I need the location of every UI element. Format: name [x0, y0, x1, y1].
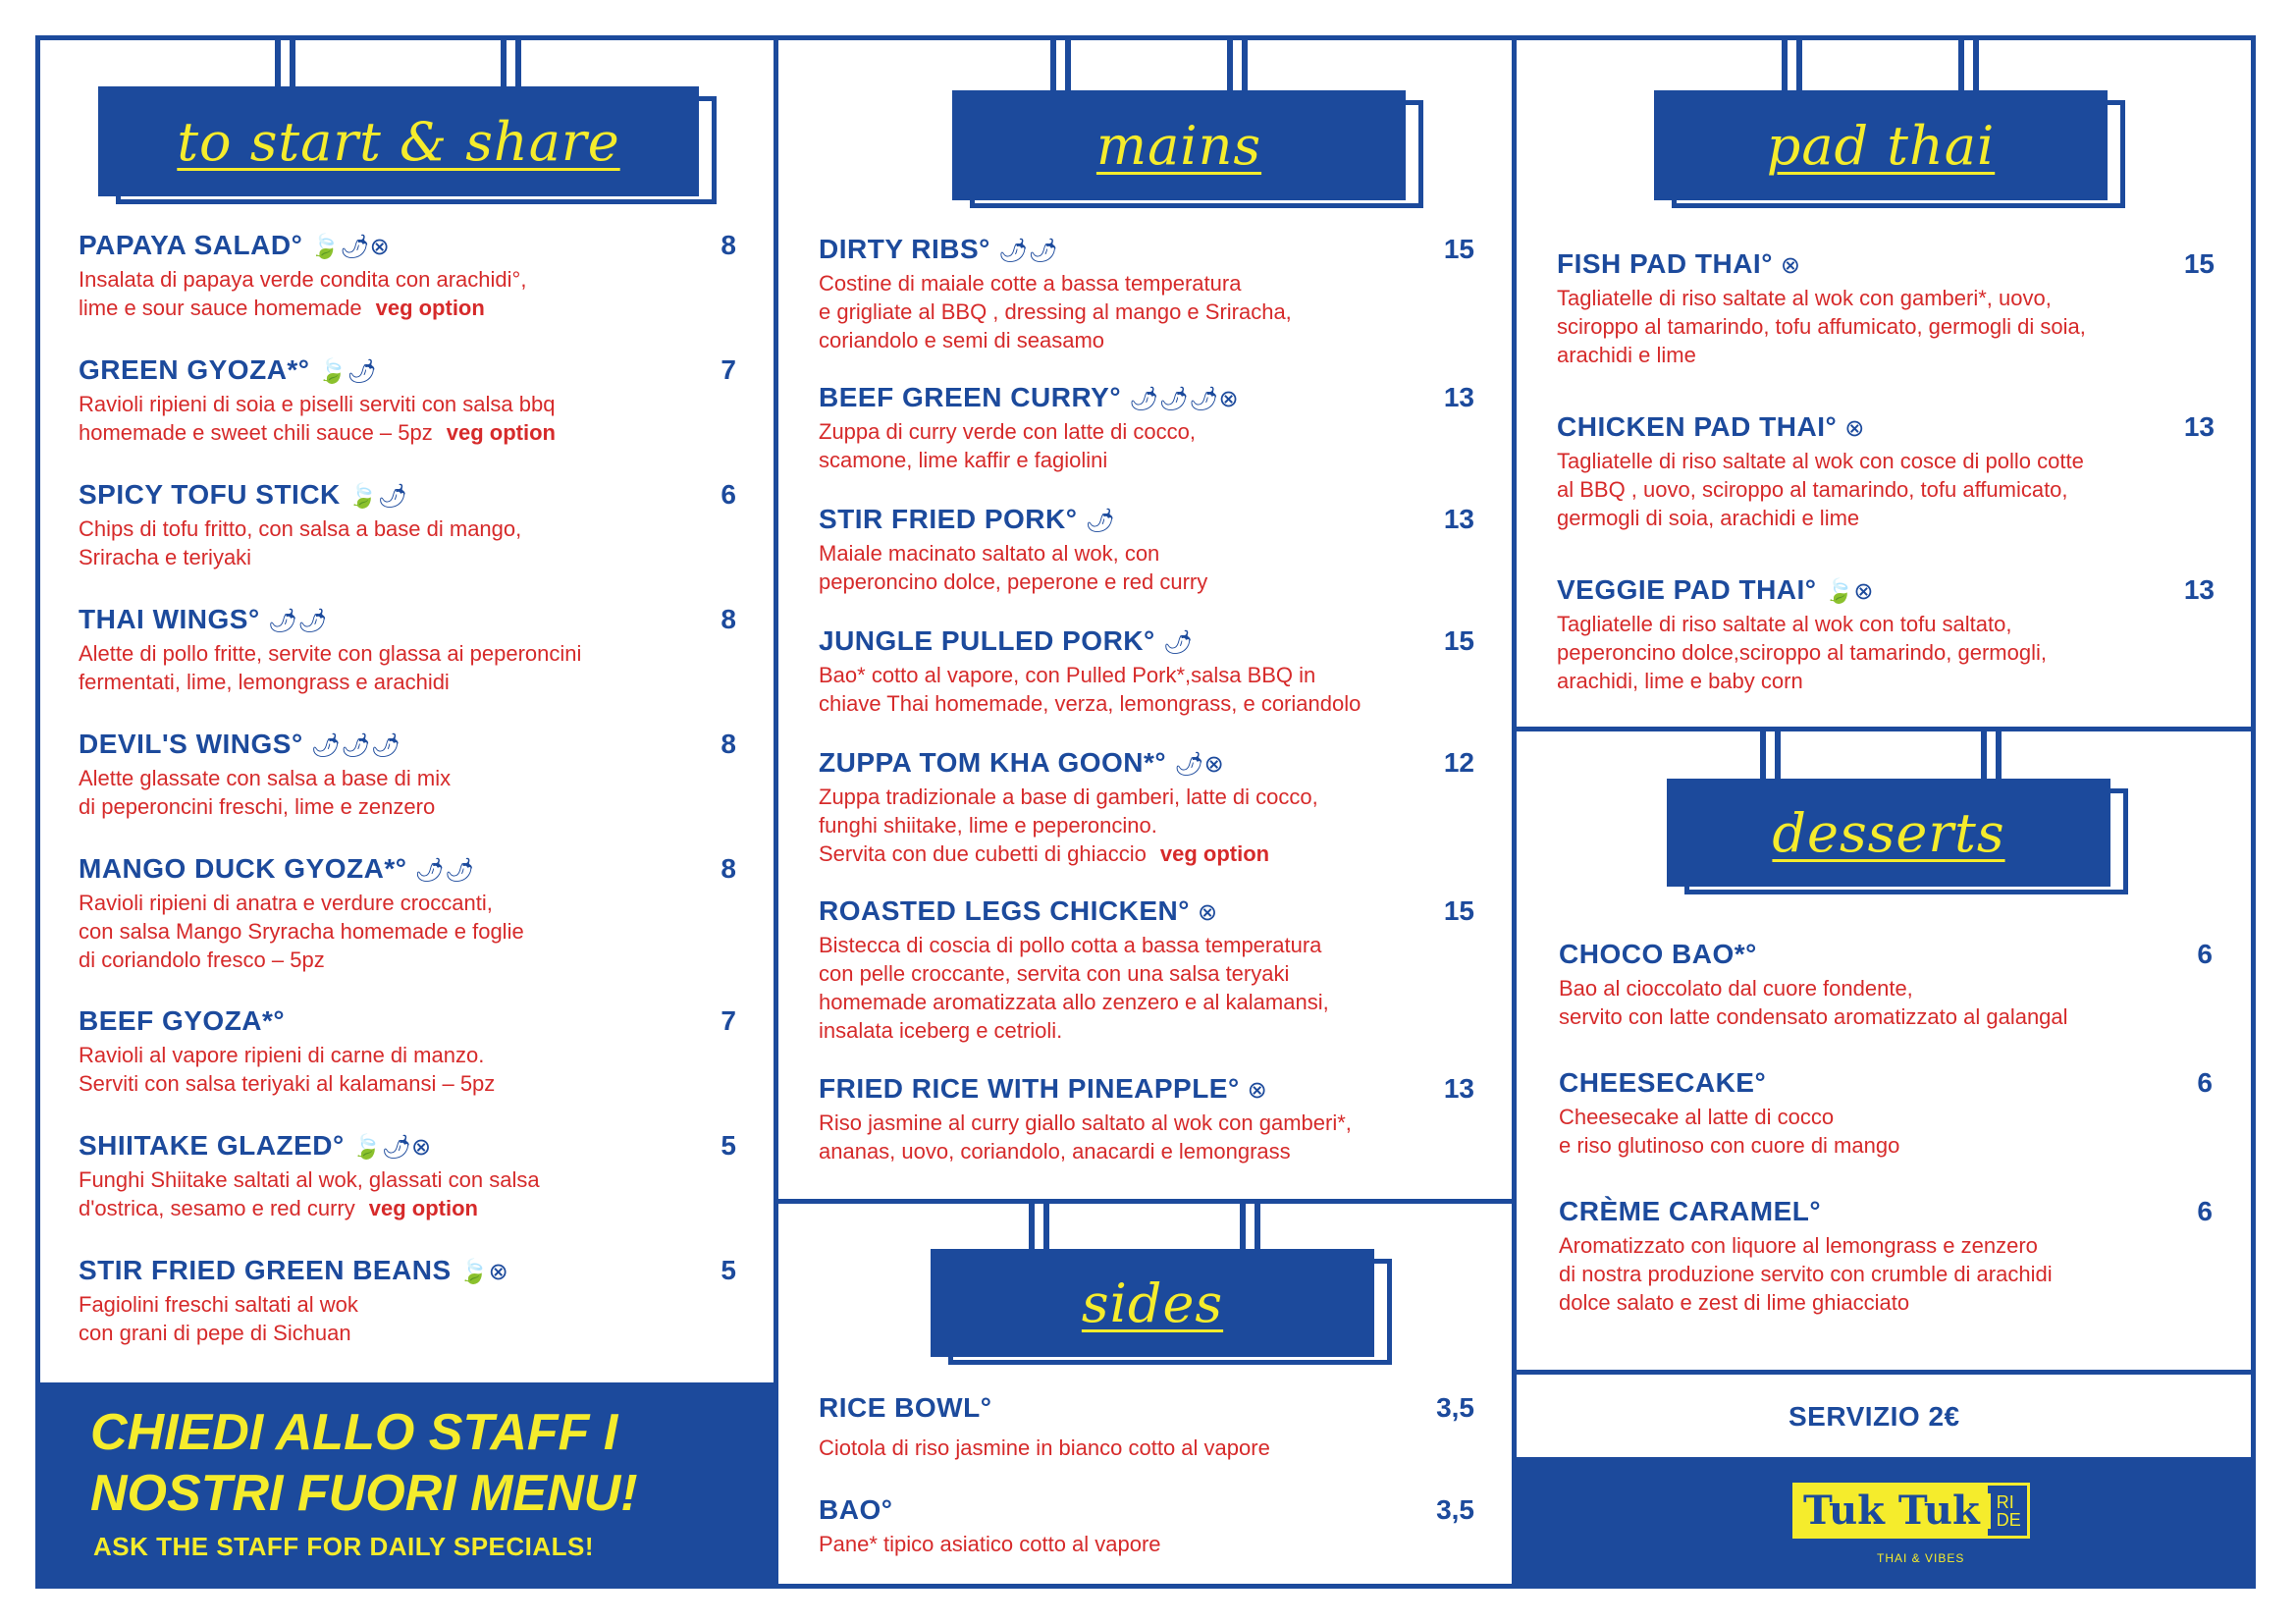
item-desc: Ravioli ripieni di anatra e verdure croccanti, con salsa Mango Sryracha homemade e foglie di coriandolo fresco – 5pz — [79, 891, 524, 972]
item-price: 8 — [721, 604, 736, 634]
item-price: 3,5 — [1436, 1392, 1474, 1423]
section-title-desserts: desserts — [1772, 801, 2005, 864]
veg-option: veg option — [446, 420, 556, 445]
diet-icons: 🌶🌶 — [414, 857, 475, 884]
item-desc: Zuppa tradizionale a base di gamberi, latte di cocco, funghi shiitake, lime e peperoncino. Servita con due cubetti di ghiaccio veg option — [819, 785, 1318, 866]
item-price: 13 — [1443, 1073, 1474, 1104]
item-desc: Bao* cotto al vapore, con Pulled Pork*,salsa BBQ in chiave Thai homemade, verza, lemongrass, e coriandolo — [819, 663, 1362, 716]
item-price: 13 — [2183, 574, 2215, 605]
item-price: 3,5 — [1436, 1494, 1474, 1525]
diet-icons: 🍃🌶 — [347, 483, 408, 510]
item-price: 13 — [1443, 504, 1474, 534]
diet-icons: 🍃🌶⊗ — [310, 234, 390, 260]
section-title-start: to start & share — [177, 110, 620, 173]
item-desc: Tagliatelle di riso saltate al wok con gamberi*, uovo, sciroppo al tamarindo, tofu affumicato, germogli di soia, arachidi e lime — [1557, 286, 2086, 367]
service-charge: SERVIZIO 2€ — [1789, 1401, 1960, 1432]
tuktuk-logo — [1792, 1483, 2030, 1539]
item-price: 6 — [721, 479, 736, 510]
item-desc: Insalata di papaya verde condita con arachidi°, lime e sour sauce homemade veg option — [79, 267, 527, 320]
divider-left — [774, 35, 778, 1589]
sign-padthai — [1654, 39, 2125, 216]
item-desc: Alette glassate con salsa a base di mix di peperoncini freschi, lime e zenzero — [79, 766, 452, 819]
section-title-padthai: pad thai — [1766, 114, 1996, 177]
diet-icons: 🌶🌶🌶 — [310, 732, 401, 759]
logo-tagline: THAI & VIBES — [1877, 1551, 1965, 1565]
menu-item: FISH PAD THAI° ⊗ 15 Tagliatelle di riso saltate al wok con gamberi*, uovo, sciroppo al tamarindo, tofu affumicato, germogli di soia, arachidi e lime — [1557, 248, 2215, 367]
item-desc: Bistecca di coscia di pollo cotta a bassa temperatura con pelle croccante, servita con una salsa teryaki homemade aromatizzata allo zenzero e al kalamansi, insalata iceberg e cetrioli. — [819, 933, 1329, 1043]
veg-option: veg option — [375, 296, 485, 320]
item-price: 12 — [1443, 747, 1474, 778]
promo-subline: ASK THE STAFF FOR DAILY SPECIALS! — [93, 1532, 595, 1561]
menu-item: CHEESECAKE° 6 Cheesecake al latte di cocco e riso glutinoso con cuore di mango — [1559, 1067, 2213, 1158]
menu-item: CRÈME CARAMEL° 6 Aromatizzato con liquore al lemongrass e zenzero di nostra produzione servito con crumble di arachidi dolce salato e zest di lime ghiacciato — [1559, 1196, 2213, 1315]
item-price: 15 — [1443, 234, 1474, 264]
item-price: 8 — [721, 729, 736, 759]
menu-item: PAPAYA SALAD° 🍃🌶⊗ 8 Insalata di papaya verde condita con arachidi°, lime e sour sauce homemade veg option — [79, 230, 736, 320]
item-price: 7 — [721, 1005, 736, 1036]
item-price: 6 — [2197, 1067, 2213, 1098]
item-price: 8 — [721, 230, 736, 260]
menu-item: SPICY TOFU STICK 🍃🌶 6 Chips di tofu fritto, con salsa a base di mango, Sriracha e teriyaki — [79, 479, 736, 569]
logo-ride-text: RI DE — [1988, 1493, 2027, 1529]
item-price: 13 — [2183, 411, 2215, 442]
diet-icons: 🌶🌶 — [997, 238, 1058, 264]
menu-item: CHOCO BAO*° 6 Bao al cioccolato dal cuore fondente, servito con latte condensato aromatizzato al galangal — [1559, 939, 2213, 1029]
menu-item: FRIED RICE WITH PINEAPPLE° ⊗ 13 Riso jasmine al curry giallo saltato al wok con gamberi*, ananas, uovo, coriandolo, anacardi e lemongrass — [819, 1073, 1474, 1164]
item-price: 6 — [2197, 1196, 2213, 1226]
menu-item: THAI WINGS° 🌶🌶 8 Alette di pollo fritte, servite con glassa ai peperoncini fermentati, lime, lemongrass e arachidi — [79, 604, 736, 694]
menu-item: DIRTY RIBS° 🌶🌶 15 Costine di maiale cotte a bassa temperatura e grigliate al BBQ , dressing al mango e Sriracha, coriandolo e semi di seasamo — [819, 234, 1474, 352]
item-price: 8 — [721, 853, 736, 884]
item-price: 7 — [721, 354, 736, 385]
item-desc: Costine di maiale cotte a bassa temperatura e grigliate al BBQ , dressing al mango e Sriracha, coriandolo e semi di seasamo — [819, 271, 1292, 352]
veg-option: veg option — [1159, 841, 1270, 866]
diet-icons: 🌶 — [1162, 629, 1194, 656]
item-desc: Zuppa di curry verde con latte di cocco, scamone, lime kaffir e fagiolini — [819, 419, 1196, 472]
item-desc: Cheesecake al latte di cocco e riso glutinoso con cuore di mango — [1559, 1105, 1900, 1158]
item-price: 5 — [721, 1255, 736, 1285]
section-title-sides: sides — [1081, 1272, 1224, 1334]
item-desc: Ravioli ripieni di soia e piselli serviti con salsa bbq homemade e sweet chili sauce – 5pz veg option — [79, 392, 556, 445]
diet-icons: ⊗ — [1844, 415, 1865, 442]
promo-headline: CHIEDI ALLO STAFF I NOSTRI FUORI MENU! — [90, 1404, 638, 1522]
menu-item: JUNGLE PULLED PORK° 🌶 15 Bao* cotto al vapore, con Pulled Pork*,salsa BBQ in chiave Thai homemade, verza, lemongrass, e coriandolo — [819, 625, 1474, 716]
item-desc: Fagiolini freschi saltati al wok con grani di pepe di Sichuan — [79, 1292, 358, 1345]
sign-desserts — [1667, 731, 2128, 903]
menu-item: BEEF GREEN CURRY° 🌶🌶🌶⊗ 13 Zuppa di curry verde con latte di cocco, scamone, lime kaffir e fagiolini — [819, 382, 1474, 472]
diet-icons: 🍃🌶⊗ — [351, 1134, 432, 1161]
sign-sides — [931, 1204, 1392, 1376]
item-price: 5 — [721, 1130, 736, 1161]
item-desc: Pane* tipico asiatico cotto al vapore — [819, 1532, 1161, 1556]
menu-item: BAO° 3,5 Pane* tipico asiatico cotto al vapore — [819, 1494, 1474, 1556]
diet-icons: 🌶🌶🌶⊗ — [1129, 386, 1239, 412]
diet-icons: 🍃⊗ — [1824, 578, 1874, 605]
menu-item: CHICKEN PAD THAI° ⊗ 13 Tagliatelle di riso saltate al wok con cosce di pollo cotte al BBQ , uovo, sciroppo al tamarindo, tofu affumicato, germogli di soia, arachidi e lime — [1557, 411, 2215, 530]
item-price: 15 — [1443, 895, 1474, 926]
item-desc: Funghi Shiitake saltati al wok, glassati con salsa d'ostrica, sesamo e red curry veg option — [79, 1167, 540, 1220]
item-desc: Ravioli al vapore ripieni di carne di manzo. Serviti con salsa teriyaki al kalamansi – 5pz — [79, 1043, 496, 1096]
sign-start — [98, 39, 726, 216]
item-desc: Bao al cioccolato dal cuore fondente, servito con latte condensato aromatizzato al galangal — [1559, 976, 2068, 1029]
item-price: 15 — [2183, 248, 2215, 279]
diet-icons: ⊗ — [1247, 1077, 1267, 1104]
menu-item: ROASTED LEGS CHICKEN° ⊗ 15 Bistecca di coscia di pollo cotta a bassa temperatura con pelle croccante, servita con una salsa teryaki homemade aromatizzata allo zenzero e al kalamansi, insalata iceberg e cetrioli. — [819, 895, 1474, 1043]
menu-item: STIR FRIED PORK° 🌶 13 Maiale macinato saltato al wok, con peperoncino dolce, peperone e red curry — [819, 504, 1474, 594]
item-price: 13 — [1443, 382, 1474, 412]
menu-item: SHIITAKE GLAZED° 🍃🌶⊗ 5 Funghi Shiitake saltati al wok, glassati con salsa d'ostrica, sesamo e red curry veg option — [79, 1130, 736, 1220]
sign-mains — [952, 39, 1423, 216]
divider-right — [1512, 35, 1517, 1589]
item-desc: Aromatizzato con liquore al lemongrass e zenzero di nostra produzione servito con crumble di arachidi dolce salato e zest di lime ghiacciato — [1559, 1233, 2053, 1315]
item-price: 15 — [1443, 625, 1474, 656]
item-desc: Chips di tofu fritto, con salsa a base di mango, Sriracha e teriyaki — [79, 516, 522, 569]
menu-item: VEGGIE PAD THAI° 🍃⊗ 13 Tagliatelle di riso saltate al wok con tofu saltato, peperoncino dolce,sciroppo al tamarindo, germogli, arachidi, lime e baby corn — [1557, 574, 2215, 693]
diet-icons: 🌶🌶 — [267, 608, 328, 634]
menu-item: RICE BOWL° 3,5 Ciotola di riso jasmine in bianco cotto al vapore — [819, 1392, 1474, 1460]
diet-icons: 🍃⊗ — [458, 1259, 508, 1285]
item-desc: Tagliatelle di riso saltate al wok con tofu saltato, peperoncino dolce,sciroppo al tamarindo, germogli, arachidi, lime e baby corn — [1557, 612, 2047, 693]
menu-item: GREEN GYOZA*° 🍃🌶 7 Ravioli ripieni di soia e piselli serviti con salsa bbq homemade e sweet chili sauce – 5pz veg option — [79, 354, 736, 445]
diet-icons: ⊗ — [1780, 252, 1801, 279]
item-desc: Riso jasmine al curry giallo saltato al wok con gamberi*, ananas, uovo, coriandolo, anacardi e lemongrass — [819, 1110, 1352, 1164]
section-title-mains: mains — [1095, 114, 1262, 177]
menu-item: DEVIL'S WINGS° 🌶🌶🌶 8 Alette glassate con salsa a base di mix di peperoncini freschi, lime e zenzero — [79, 729, 736, 819]
veg-option: veg option — [368, 1196, 478, 1220]
item-desc: Ciotola di riso jasmine in bianco cotto al vapore — [819, 1435, 1270, 1460]
item-desc: Tagliatelle di riso saltate al wok con cosce di pollo cotte al BBQ , uovo, sciroppo al tamarindo, tofu affumicato, germogli di soia, arachidi e lime — [1557, 449, 2084, 530]
item-price: 6 — [2197, 939, 2213, 969]
item-desc: Alette di pollo fritte, servite con glassa ai peperoncini fermentati, lime, lemongrass e arachidi — [79, 641, 582, 694]
diet-icons: 🌶⊗ — [1174, 751, 1224, 778]
menu-item: MANGO DUCK GYOZA*° 🌶🌶 8 Ravioli ripieni di anatra e verdure croccanti, con salsa Mango Sryracha homemade e foglie di coriandolo fresco – 5pz — [79, 853, 736, 972]
diet-icons: ⊗ — [1197, 899, 1218, 926]
diet-icons: 🍃🌶 — [317, 358, 377, 385]
menu-item: ZUPPA TOM KHA GOON*° 🌶⊗ 12 Zuppa tradizionale a base di gamberi, latte di cocco, funghi shiitake, lime e peperoncino. Servita con due cubetti di ghiaccio veg option — [819, 747, 1474, 866]
divider-desserts-servizio — [1512, 1370, 2256, 1375]
logo-main-text: Tuk Tuk — [1795, 1486, 1988, 1536]
menu-item: STIR FRIED GREEN BEANS 🍃⊗ 5 Fagiolini freschi saltati al wok con grani di pepe di Sichuan — [79, 1255, 736, 1345]
diet-icons: 🌶 — [1085, 508, 1115, 534]
menu-item: BEEF GYOZA*° 7 Ravioli al vapore ripieni di carne di manzo. Serviti con salsa teriyaki al kalamansi – 5pz — [79, 1005, 736, 1096]
item-desc: Maiale macinato saltato al wok, con peperoncino dolce, peperone e red curry — [819, 541, 1208, 594]
